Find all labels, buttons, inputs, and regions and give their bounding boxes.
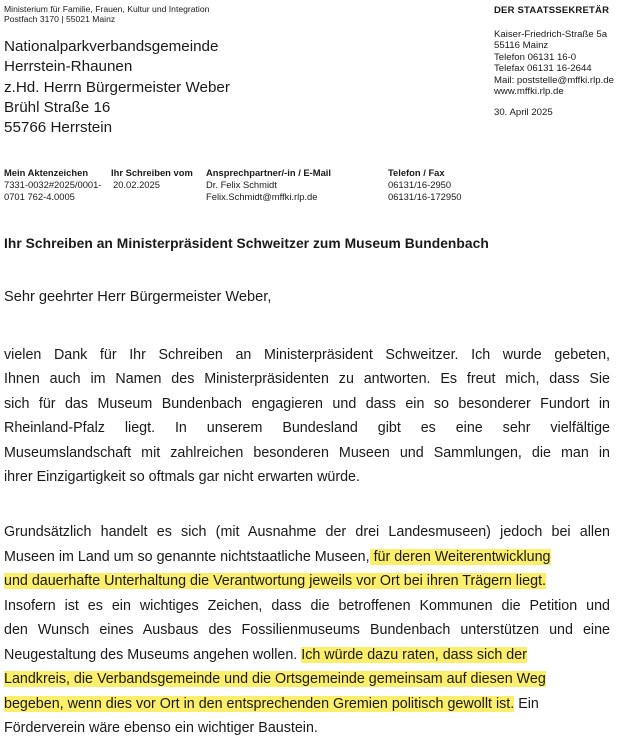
ref-mein-zeichen-value xyxy=(4,179,102,202)
sender-postfach: Postfach 3170 | 55021 Mainz xyxy=(4,14,116,24)
fax-number: 06131/16-172950 xyxy=(388,190,462,202)
address-street: Kaiser-Friedrich-Straße 5a xyxy=(494,29,608,40)
paragraph2-line xyxy=(4,545,551,569)
paragraph2-text: Ein xyxy=(514,696,539,712)
ref-aktenzeichen-line: 0701 762-4.0005 xyxy=(4,190,75,202)
ref-ihr-schreiben-label: Ihr Schreiben vom xyxy=(111,167,193,178)
highlighted-text: Landkreis, die Verbandsgemeinde und die Ortsgemeinde gemeinsam auf diesen Weg xyxy=(4,671,546,687)
paragraph2-line: Förderverein wäre ebenso ein wichtiger Baustein. xyxy=(4,720,318,736)
staatssekretaer-heading: DER STAATSSEKRETÄR xyxy=(494,5,610,16)
paragraph1-line: ihrer Einzigartigkeit so oftmals gar nicht erwarten würde. xyxy=(4,469,360,485)
address-web: www.mffki.rlp.de xyxy=(494,86,564,98)
address-city: 55116 Mainz xyxy=(494,40,549,52)
highlighted-text: und dauerhafte Unterhaltung die Verantwortung jeweils vor Ort bei ihren Trägern liegt. xyxy=(4,573,547,589)
ref-mein-zeichen-label: Mein Aktenzeichen xyxy=(4,167,89,178)
paragraph2-line: den Wunsch eines Ausbaus des Fossilienmuseums Bundenbach unterstützen und eine xyxy=(4,622,610,638)
recipient-line: z.Hd. Herrn Bürgermeister Weber xyxy=(4,78,230,96)
ref-ihr-schreiben-value: 20.02.2025 xyxy=(113,179,160,190)
paragraph1-line: Museumslandschaft mit zahlreichen besonderen Museen und Sammlungen, die man in xyxy=(4,445,610,461)
highlighted-text: Ich würde dazu raten, dass sich der xyxy=(301,647,527,663)
recipient-line: Nationalparkverbandsgemeinde xyxy=(4,38,219,55)
address-mail: Mail: poststelle@mffki.rlp.de xyxy=(494,74,614,86)
sender-block xyxy=(4,4,209,24)
ref-aktenzeichen-line: 7331-0032#2025/0001- xyxy=(4,179,102,190)
recipient-line: Brühl Straße 16 xyxy=(4,98,111,116)
paragraph2-line xyxy=(4,667,546,691)
sender-ministry: Ministerium für Familie, Frauen, Kultur und Integration xyxy=(4,4,210,14)
contact-name: Dr. Felix Schmidt xyxy=(206,179,277,190)
paragraph1-line: sich für das Museum Bundenbach engagieren und dass ein so besonderer Fundort in xyxy=(4,396,610,412)
recipient-address xyxy=(4,37,230,138)
paragraph1-line: Ihnen auch im Namen des Ministerpräsidenten zu antworten. Es freut mich, dass Sie xyxy=(4,371,610,387)
ref-phone-label: Telefon / Fax xyxy=(388,167,445,178)
paragraph1-line: Rheinland-Pfalz liegt. In unserem Bundesland gibt es eine sehr vielfältige xyxy=(4,420,610,436)
letter-salutation: Sehr geehrter Herr Bürgermeister Weber, xyxy=(4,289,272,305)
ministry-address xyxy=(494,29,614,97)
address-fax: Telefax 06131 16-2644 xyxy=(494,63,592,75)
ref-contact-label: Ansprechpartner/-in / E-Mail xyxy=(206,167,332,178)
paragraph2-text: Neugestaltung des Museums angehen wollen. xyxy=(4,647,302,663)
letter-subject: Ihr Schreiben an Ministerpräsident Schweitzer zum Museum Bundenbach xyxy=(4,236,489,251)
paragraph2-line xyxy=(4,643,527,667)
ref-phone-value xyxy=(388,179,462,202)
paragraph2-line: Grundsätzlich handelt es sich (mit Ausnahme der drei Landesmuseen) jedoch bei allen xyxy=(4,524,610,540)
letter-date: 30. April 2025 xyxy=(494,107,553,118)
paragraph1-line: vielen Dank für Ihr Schreiben an Ministerpräsident Schweitzer. Ich wurde gebeten, xyxy=(4,347,610,363)
ref-contact-value xyxy=(206,179,317,202)
recipient-line: Herrstein-Rhaunen xyxy=(4,58,133,76)
paragraph2-line xyxy=(4,692,539,716)
highlighted-text: für deren Weiterentwicklung xyxy=(369,549,551,565)
recipient-line: 55766 Herrstein xyxy=(4,119,113,137)
contact-email: Felix.Schmidt@mffki.rlp.de xyxy=(206,190,318,202)
highlighted-text: begeben, wenn dies vor Ort in den entsprechenden Gremien politisch gewollt ist. xyxy=(4,696,515,712)
phone-number: 06131/16-2950 xyxy=(388,179,452,190)
paragraph2-line: Insofern ist es ein wichtiges Zeichen, dass die betroffenen Kommunen die Petition und xyxy=(4,598,610,614)
paragraph2-text: Museen im Land um so genannte nichtstaatliche Museen, xyxy=(4,549,370,565)
paragraph2-line xyxy=(4,569,546,593)
address-phone: Telefon 06131 16-0 xyxy=(494,51,577,63)
